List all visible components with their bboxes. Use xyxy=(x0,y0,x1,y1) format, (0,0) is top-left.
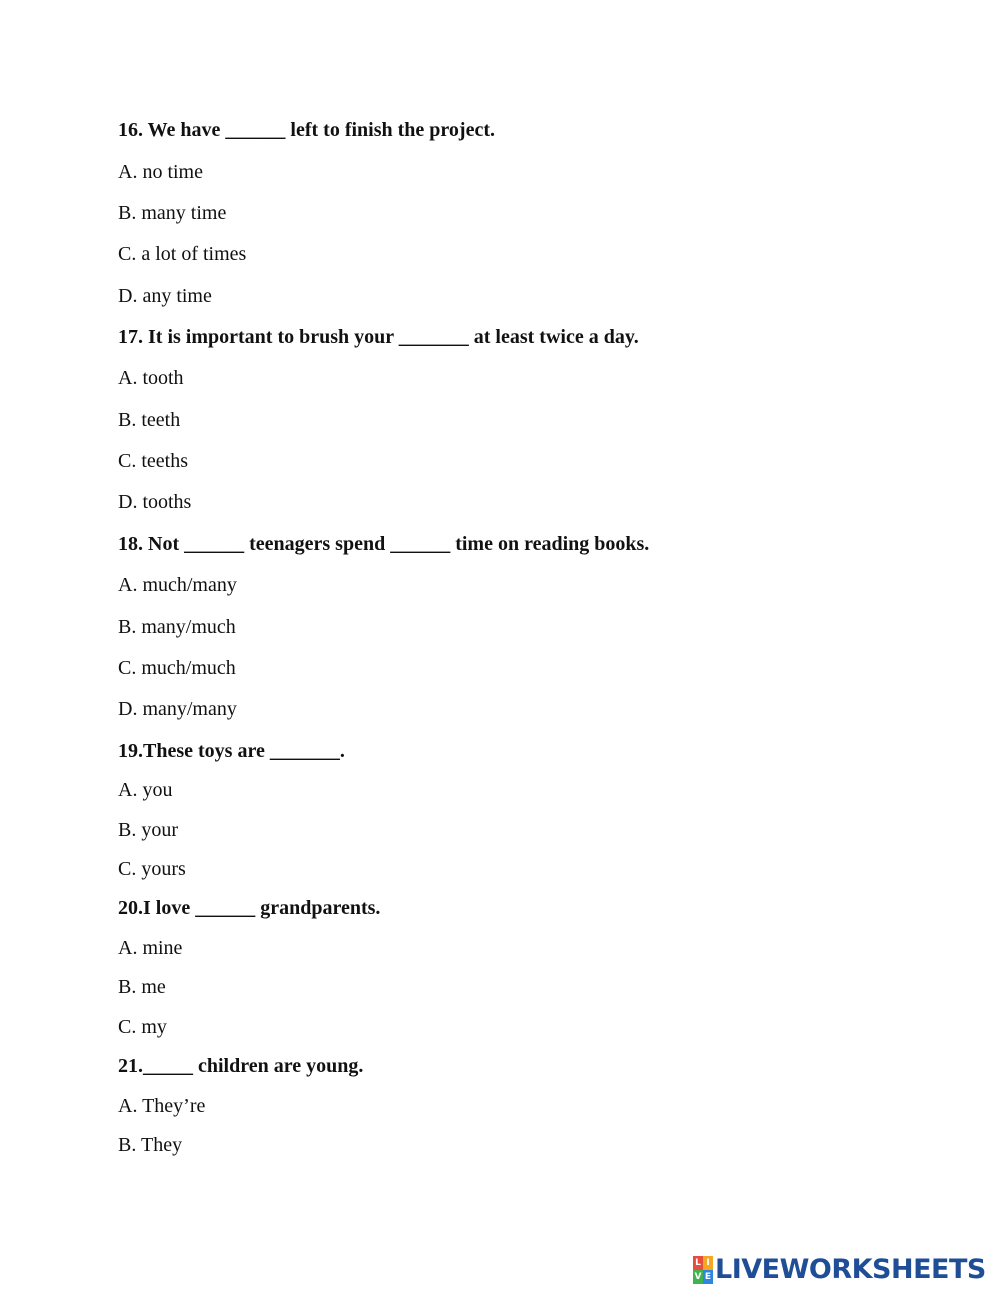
question-17-option-d: D. tooths xyxy=(118,491,192,513)
question-19-option-c: C. yours xyxy=(118,858,186,880)
question-17-option-c: C. teeths xyxy=(118,450,188,472)
question-21-prompt: 21._____ children are young. xyxy=(118,1055,364,1077)
logo-tile-e: E xyxy=(704,1272,712,1282)
question-20-option-c: C. my xyxy=(118,1016,167,1038)
logo-mark-icon xyxy=(693,1256,713,1284)
logo-tile-l: L xyxy=(693,1256,703,1270)
question-16-option-c: C. a lot of times xyxy=(118,243,247,265)
question-16-prompt: 16. We have ______ left to finish the project. xyxy=(118,119,496,141)
question-20-prompt: 20.I love ______ grandparents. xyxy=(118,897,381,919)
question-20-option-b: B. me xyxy=(118,976,166,998)
question-17-prompt: 17. It is important to brush your _______ at least twice a day. xyxy=(118,326,639,348)
liveworksheets-logo[interactable] xyxy=(693,1254,986,1286)
question-18-option-a: A. much/many xyxy=(118,574,237,596)
question-19-option-b: B. your xyxy=(118,819,178,841)
question-16-option-a: A. no time xyxy=(118,161,203,183)
logo-tile-v: V xyxy=(694,1272,702,1282)
question-18-prompt: 18. Not ______ teenagers spend ______ time on reading books. xyxy=(118,533,650,555)
question-18-option-b: B. many/much xyxy=(118,616,236,638)
question-21-option-a: A. They’re xyxy=(118,1095,206,1117)
question-16-option-b: B. many time xyxy=(118,202,227,224)
question-21-option-b: B. They xyxy=(118,1134,183,1156)
question-19-prompt: 19.These toys are _______. xyxy=(118,740,345,762)
question-18-option-d: D. many/many xyxy=(118,698,237,720)
logo-tile-i: I xyxy=(703,1256,713,1270)
question-20-option-a: A. mine xyxy=(118,937,183,959)
question-19-option-a: A. you xyxy=(118,779,173,801)
logo-text: LIVEWORKSHEETS xyxy=(715,1254,986,1285)
question-16-option-d: D. any time xyxy=(118,285,212,307)
question-17-option-a: A. tooth xyxy=(118,367,184,389)
question-17-option-b: B. teeth xyxy=(118,409,181,431)
question-18-option-c: C. much/much xyxy=(118,657,236,679)
